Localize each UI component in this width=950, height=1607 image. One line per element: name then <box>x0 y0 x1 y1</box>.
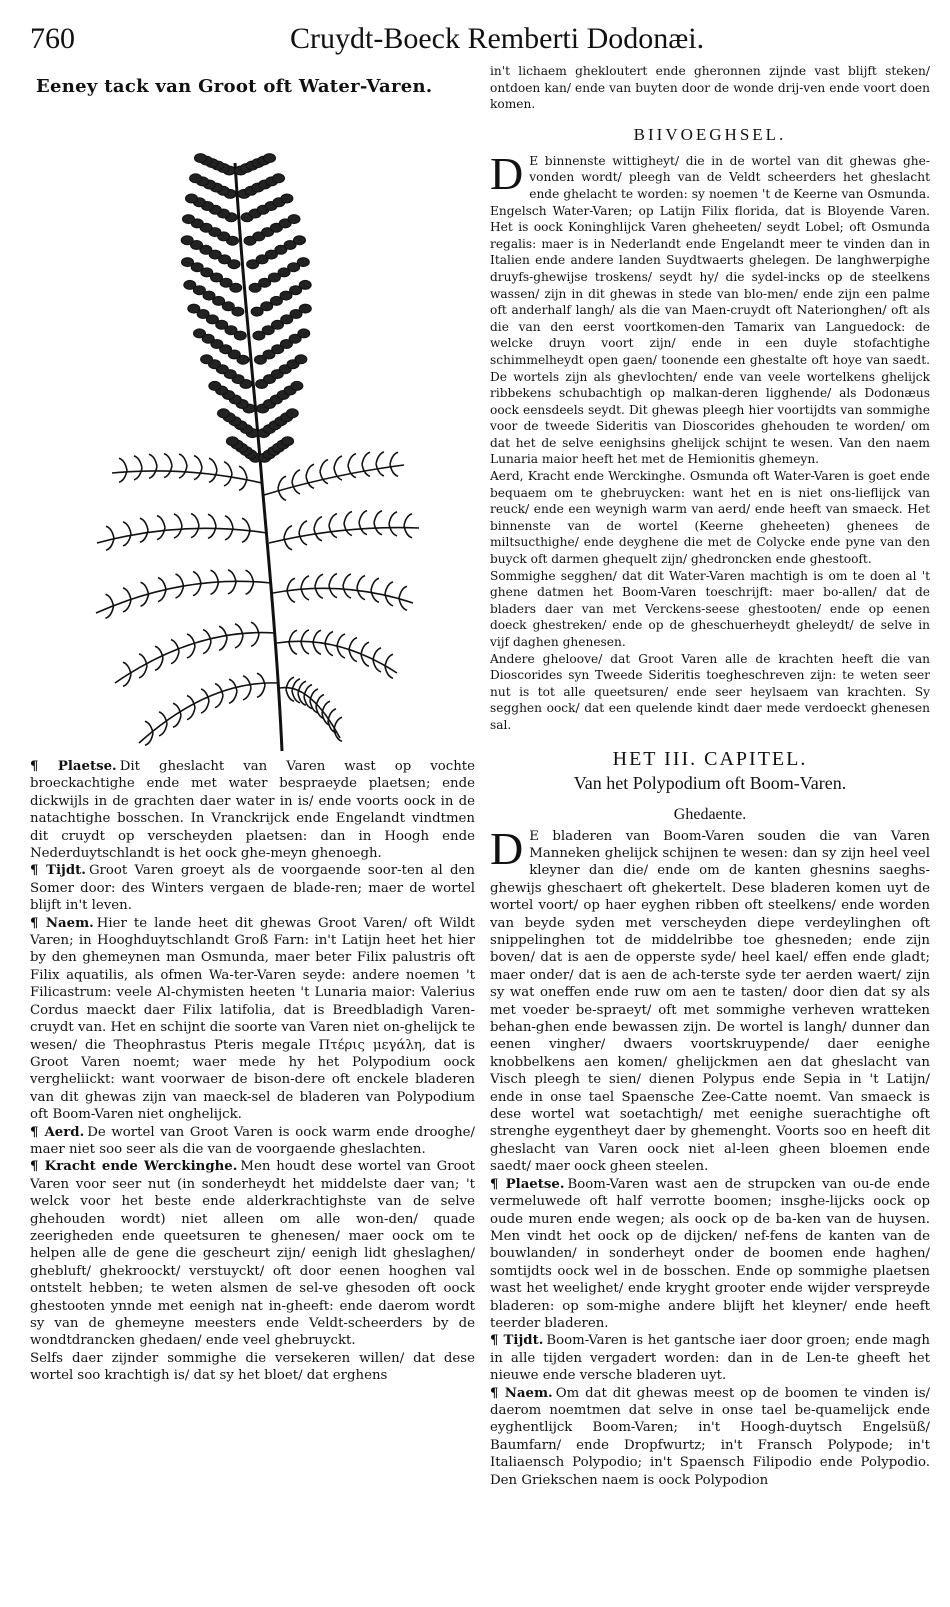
leaflet <box>191 526 199 538</box>
leaflet <box>157 528 165 540</box>
leaflet <box>225 516 233 528</box>
paragraph-text: Boom-Varen is het gantsche iaer door groen; ende magh in alle tijden vergadert worden: dan in de Len-te gheeft het nieuwe ende versche bladeren uyt. <box>490 1333 930 1384</box>
leaflet <box>348 454 356 466</box>
leaflet <box>348 466 356 478</box>
dropcap-initial: D <box>490 822 524 874</box>
leaflet <box>141 582 149 594</box>
leaflet <box>313 630 321 642</box>
leaflet <box>134 456 142 468</box>
fertile-sorus <box>273 174 285 183</box>
leaflet <box>201 701 209 713</box>
leaflet <box>139 654 147 666</box>
leaflet <box>299 521 307 533</box>
leaflet <box>373 648 381 660</box>
leaflet <box>316 695 324 707</box>
leaflet <box>191 514 199 526</box>
leaflet <box>228 582 236 594</box>
leaflet <box>208 514 216 526</box>
fertile-sorus <box>201 355 213 364</box>
leaflet <box>304 685 312 697</box>
leaflet <box>287 590 295 602</box>
bijvoeghsel-paragraph <box>490 651 930 734</box>
fertile-sorus <box>209 381 221 390</box>
leaflet <box>301 576 309 588</box>
fertile-sorus <box>286 409 298 418</box>
leaflet <box>329 514 337 526</box>
leaflet <box>320 460 328 472</box>
leaflet <box>157 516 165 528</box>
leaflet <box>239 478 247 490</box>
chapter-subtitle: Van het Polypodium oft Boom-Varen. <box>573 772 847 793</box>
leaflet <box>374 523 382 535</box>
fertile-sorus <box>186 194 198 203</box>
leaflet <box>173 715 181 727</box>
frond-rachis <box>97 528 267 543</box>
fertile-sorus <box>294 236 306 245</box>
leaflet <box>334 717 342 729</box>
leaflet <box>243 688 251 700</box>
leaflet <box>334 468 342 480</box>
leaflet <box>123 588 131 600</box>
bijvoeghsel-paragraph <box>490 147 930 468</box>
leaflet <box>176 574 184 586</box>
leaflet <box>329 574 337 586</box>
fertile-sorus <box>181 236 193 245</box>
figure-title: Eeney tack van Groot oft Water-Varen. <box>36 76 433 97</box>
leaflet <box>334 456 342 468</box>
left-paragraph <box>30 758 475 862</box>
frond-rachis <box>115 633 275 683</box>
left-paragraphs <box>30 758 475 1385</box>
leaflet <box>211 582 219 594</box>
fertile-sorus <box>264 154 276 163</box>
paragraph-marker: ¶ Aerd. <box>30 1124 85 1140</box>
leaflet <box>203 642 211 654</box>
paragraph-text: Andere gheloove/ dat Groot Varen alle de krachten heeft die van Dioscorides syn Tweede Sideritis toegheschreven zijn: te weten seer nut is tot alle queetsuren/ ende seer heylsaem van krachten. Sy segghen oock/ dat een quelende kindt daer mede verdoeckt ghenesen sal. <box>490 651 930 732</box>
subhead-ghedaente: Ghedaente. <box>673 805 747 823</box>
paragraph-text: Om dat dit ghewas meest op de boomen te vinden is/ daerom noemtmen dat selve in onse tael be-quamelijck ende eyghentlijck Boom-Varen; in't Hoogh-duytsch Engelsüß/ Baumfarn/ ende Dropfwurtz; in't Fransch Polypode; in't Italiaensch Polypodio; in't Spaensch Filipodio ende Polypodio. Den Griekschen naem is oock Polypodion <box>490 1385 930 1488</box>
leaflet <box>404 514 412 526</box>
leaflet <box>301 642 309 654</box>
leaflet <box>209 470 217 482</box>
leaflet <box>313 642 321 654</box>
fertile-sorus <box>282 437 294 446</box>
leaflet <box>374 511 382 523</box>
leaflet <box>343 586 351 598</box>
leaflet <box>242 530 250 542</box>
bijvoeghsel-paragraph <box>490 468 930 568</box>
bijvoeghsel-section <box>490 147 930 734</box>
leaflet <box>399 586 407 598</box>
paragraph-marker: ¶ Naem. <box>30 915 94 931</box>
leaflet <box>359 511 367 523</box>
paragraph-marker: ¶ Tijdt. <box>490 1333 544 1349</box>
leaflet <box>371 590 379 602</box>
page-number: 760 <box>30 22 75 55</box>
left-column <box>30 72 475 1597</box>
chapter-paragraph <box>490 1176 930 1333</box>
fertile-sorus <box>281 194 293 203</box>
leaflet <box>106 526 114 538</box>
leaflet <box>385 582 393 594</box>
chapter-title: HET III. CAPITEL. <box>612 747 808 770</box>
leaflet <box>140 518 148 530</box>
fertile-sorus <box>194 329 206 338</box>
dropcap-initial: D <box>490 147 524 199</box>
leaflet <box>134 468 142 480</box>
paragraph-marker: ¶ Tijdt. <box>30 863 86 879</box>
chapter-paragraph <box>490 1332 930 1384</box>
fertile-sorus <box>195 154 207 163</box>
fern-woodcut-icon <box>30 103 475 758</box>
fern-illustration <box>30 103 475 758</box>
leaflet <box>171 652 179 664</box>
left-paragraph <box>30 1124 475 1159</box>
leaflet <box>362 452 370 464</box>
paragraph-marker: ¶ Kracht ende Werckinghe. <box>30 1159 238 1175</box>
leaflet <box>284 526 292 538</box>
leaflet <box>215 696 223 708</box>
leaflet <box>328 709 336 721</box>
leaflet <box>390 452 398 464</box>
leaflet <box>337 634 345 646</box>
leaflet <box>357 576 365 588</box>
frond-rachis <box>112 471 262 483</box>
leaflet <box>289 642 297 654</box>
chapter-section <box>490 822 930 1489</box>
leaflet <box>322 701 330 713</box>
paragraph-text: Men houdt dese wortel van Groot Varen voor seer nut (in sonderheydt het middelste daer van; 't welck voor het beste ende alderkrachtighste van de selve ghehouden wordt) niet alleen om alle won-den/ quade zeerigheden ende queetsuren te ghenesen/ maer oock om te helpen alle de gene die gescheurt zijn/ eenigh lidt gheslaghen/ ghebluft/ ghekroockt/ verstuyckt/ oft door eenen hooghen val ontstelt hebben; te weten alsmen de sel-ve ghesoden oft oock ghestooten ynnde met eenigh nat in-gheeft: ende daerom wordt sy van de ghemeyne meesters ende Veldt-scheerders by de wondtdrancken ghedaen/ ende veel ghebruyckt. <box>30 1159 475 1349</box>
leaflet <box>229 691 237 703</box>
left-paragraph <box>30 915 475 1124</box>
bijvoeghsel-paragraph <box>490 568 930 651</box>
leaflet <box>251 634 259 646</box>
fertile-sorus <box>182 258 194 267</box>
leaflet <box>278 476 286 488</box>
paragraph-marker: ¶ Naem. <box>490 1385 553 1401</box>
leaflet <box>371 578 379 590</box>
running-title: Cruydt-Boeck Remberti Dodonæi. <box>290 22 705 55</box>
left-paragraph <box>30 862 475 914</box>
leaflet <box>289 630 297 642</box>
page-header <box>30 22 920 62</box>
leaflet <box>357 588 365 600</box>
leaflet <box>239 466 247 478</box>
leaflet <box>219 638 227 650</box>
leaflet <box>179 454 187 466</box>
leaflet <box>123 522 131 534</box>
fertile-sorus <box>299 280 311 289</box>
paragraph-text: Hier te lande heet dit ghewas Groot Varen/ oft Wildt Varen; in Hooghduytschlandt Groß Farn: in't Latijn heet het hier by den ghemeynen man Osmunda, maer beter Filix palustris oft Filix aquatilis, als ofmen Wa-ter-Varen seyde: andere noemen 't Filicastrum: veele Al-chymisten heeten 't Lunaria maior: Valerius Cordus maeckt daer Filix latifolia, dat is Breedbladigh Varen-cruydt van. Het en schijnt die soorte van Varen niet on-ghelijck te wesen/ die Theophrastus Pteris megale Πτέρις μεγάλη, dat is Groot Varen noemt; waer mede hy het Polypodium oock vergheliickt: want voorwaer de bison-dere oft enckele bladeren van dit ghewas zijn van maeck-sel de bladeren van Polypodium oft Boom-Varen niet onghelijck. <box>30 915 475 1123</box>
paragraph-text: Groot Varen groeyt als de voorgaende soor-ten al den Somer door: des Winters vergaen de blade-ren; maer de wortel blijft in't leven. <box>30 863 475 914</box>
leaflet <box>174 514 182 526</box>
leaflet <box>194 456 202 468</box>
leaflet <box>343 574 351 586</box>
fertile-sorus <box>298 329 310 338</box>
fertile-sorus <box>297 258 309 267</box>
leaflet <box>193 584 201 596</box>
fertile-sorus <box>188 304 200 313</box>
leaflet <box>187 646 195 658</box>
fertile-sorus <box>291 381 303 390</box>
leaflet <box>349 638 357 650</box>
leaflet <box>287 578 295 590</box>
right-column <box>490 63 930 1598</box>
paragraph-text: Boom-Varen wast aen de strupcken van ou-de ende vermeluwede oft half verrotte boomen; insghe-lijcks oock op oude muren ende wegen; als oock op de ba-ken van de huysen. Men vindt het oock op de dijcken/ nef-fens de kanten van de bouwlanden/ in sonderheyt onder de boomen ende haghen/ somtijdts oock wel in de bosschen. Ende op sommighe plaetsen wast het weelighet/ ende kryght grooter ende wijder verspreyde bladeren: op som-mighe andere blijft het kleyner/ ende heeft teerder bladeren. <box>490 1176 930 1331</box>
intro-paragraph: in't lichaem ghekloutert ende gheronnen zijnde vast blijft steken/ ontdoen kan/ ende van buyten door de wonde drij-ven ende voort doen komen. <box>490 64 930 112</box>
paragraph-text: Dit gheslacht van Varen wast op vochte broeckachtighe ende met water bespraeyde plaetsen; ende dickwijls in de grachten daer water in is/ ende voorts oock in de natachtighe bosschen. In Vranckrijck ende Engelandt vindtmen dit cruydt op verscheyden plaetsen: dan in Hoogh ende Nederduytschlandt is het oock ghe-meyn ghenoegh. <box>30 759 475 862</box>
leaflet <box>149 454 157 466</box>
paragraph-text: Aerd, Kracht ende Werckinghe. Osmunda oft Water-Varen is goet ende bequaem om te ghebruycken: want het en is niet ons-lieflijck van reuck/ ende een weynigh warm van aerd/ ende heeft van smaeck. Het binnenste van de wortel (Keerne gheheeten) ghenees de miltsucthighe/ ende deyghene die met de Colycke ende pyne van den buyck oft darmen ghequelt zijn/ ghedroncken ende ghestooft. <box>490 469 930 567</box>
paragraph-text: Selfs daer zijnder sommighe die versekeren willen/ dat dese wortel soo krachtigh is/ dat sy het bloet/ dat erghens <box>30 1350 475 1384</box>
chapter-paragraph <box>490 822 930 1176</box>
paragraph-text: Sommighe segghen/ dat dit Water-Varen machtigh is om te doen al 't ghene datmen het Boom-Varen toeschrijft: maer bo-allen/ dat de bladers daer van met Verckens-seese ghestooten/ ende op eenen doeck ghestreken/ ende op de gheschuerheydt gheleydt/ de selve in vijf daghen ghenesen. <box>490 568 930 649</box>
leaflet <box>155 658 163 670</box>
leaflet <box>164 454 172 466</box>
fertile-sorus <box>288 215 300 224</box>
fertile-sorus <box>295 355 307 364</box>
leaflet <box>158 578 166 590</box>
fertile-sorus <box>184 280 196 289</box>
leaflet <box>209 458 217 470</box>
paragraph-text: E binnenste wittigheyt/ die in de wortel van dit ghewas ghe-vonden wordt/ pleegh van de Veldt scheerders het gheslacht ende ghelacht te worden: sy noemen 't de Keerne van Osmunda. Engelsch Water-Varen; op Latijn Filix florida, dat is Bloyende Varen. Het is oock Koninghlijck Varen gheheeten/ seydt Lobel; oft Osmunda regalis: maer is in Nederlandt ende Engelandt meer te vinden dan in Italien ende andere landen Suydtwaerts ghelegen. De langhwerpighe druyfs-ghewijse troskens/ seydt hy/ die sydel-incks op de steelkens wassen/ zijn in dit ghewas in stede van blo-men/ ende zijn een palme oft anderhalf langh/ als die van Maen-cruydt oft Naterionghen/ oft als die van den eerst voortkomen-den Tamarix van Languedock: de welcke druyn voort zijn/ ende in een duyle stofachtighe schimmelheydt open gaen/ toonende een ghestalte oft hoye van saedt. De wortels zijn als ghevlochten/ ende van veele wortelkens ghelijck ribbekens schubachtigh op malkan-deren ligghende/ als Dodonæus oock eensdeels seydt. Dit ghewas pleegh hier voortijdts van sommighe voor de tweede Sideritis van Dioscorides ghehouden te worden/ om dat het de selve eenighsins ghelijck schijnt te wesen. Van den naem Lunaria maior heeft het met de Hemionitis ghemeyn. <box>490 153 930 467</box>
leaflet <box>228 570 236 582</box>
leaflet <box>314 529 322 541</box>
leaflet <box>119 458 127 470</box>
fertile-sorus <box>299 304 311 313</box>
leaflet <box>211 570 219 582</box>
leaflet <box>385 654 393 666</box>
section-title: BIIVOEGHSEL. <box>633 124 787 144</box>
fertile-sorus <box>183 215 195 224</box>
left-paragraph <box>30 1350 475 1385</box>
leaflet <box>389 512 397 524</box>
leaflet <box>315 574 323 586</box>
leaflet <box>306 464 314 476</box>
leaflet <box>106 594 114 606</box>
leaflet <box>140 530 148 542</box>
leaflet <box>193 572 201 584</box>
leaflet <box>145 721 153 733</box>
leaflet <box>235 636 243 648</box>
leaflet <box>187 708 195 720</box>
fertile-sorus <box>226 437 238 446</box>
leaflet <box>292 482 300 494</box>
fertile-sorus <box>190 174 202 183</box>
paragraph-text: E bladeren van Boom-Varen souden die van Varen Manneken ghelijck schijnen te wesen: dan sy zijn heel veel kleyner dan die/ ende om de kanten ghesnins saeghs-ghewijs gheschaert oft ghekertelt. Dese bladeren komen uyt de wortel voort/ op haer eyghen ribben oft steelkens/ ende worden van beyde syden met verscheyden diepe verdeylinghen oft snippelinghen tot de middelribbe toe ghesneden; ende zijn boven/ dat is aen de opperste syde/ heel kael/ effen ende gladt; maer onder/ dat is aen de ach-terste syde ter aerden waert/ zijn sy wat oneffen ende ruw om aen te tasten/ door dien dat sy als met voeder be-spraeyt/ oft met sommighe verheven wratteken behan-ghen ende bewassen zijn. De wortel is langh/ dunner dan eenen vingher/ dwaers voortskruypende/ daer eenighe knobbelkens aen komen/ ghelijckmen aen dat gheslacht van Visch pleegh te sien/ dienen Polypus ende Sepia in 't Latijn/ ende in onse tael Spaensche Zee-Catte noemt. Van smaeck is dese wortel wat soetachtigh/ met eenighe suerachtighe oft strenghe eygentheyt daer by ghemenght. Voorts soo en heeft dit gheslacht van Varen oock niet al-leen gheen bloemen ende saedt/ maer oock gheen steelen. <box>490 828 930 1175</box>
leaflet <box>149 466 157 478</box>
leaflet <box>329 586 337 598</box>
leaflet <box>310 689 318 701</box>
left-paragraph <box>30 1158 475 1349</box>
leaflet <box>257 685 265 697</box>
leaflet <box>301 630 309 642</box>
leaflet <box>314 517 322 529</box>
chapter-paragraph <box>490 1385 930 1489</box>
leaflet <box>174 526 182 538</box>
leaflet <box>361 642 369 654</box>
leaflet <box>224 462 232 474</box>
leaflet <box>376 452 384 464</box>
frond-rachis <box>273 588 413 603</box>
fertile-sorus <box>218 409 230 418</box>
paragraph-marker: ¶ Plaetse. <box>30 759 117 774</box>
leaflet <box>389 524 397 536</box>
leaflet <box>246 582 254 594</box>
paragraph-text: De wortel van Groot Varen is oock warm ende drooghe/ maer niet soo seer als die van de voorgaende gheslachten. <box>30 1124 475 1157</box>
leaflet <box>344 512 352 524</box>
leaflet <box>376 464 384 476</box>
leaflet <box>123 662 131 674</box>
leaflet <box>325 632 333 644</box>
leaflet <box>284 538 292 550</box>
leaflet <box>320 472 328 484</box>
leaflet <box>246 570 254 582</box>
paragraph-marker: ¶ Plaetse. <box>490 1176 565 1192</box>
leaflet <box>159 712 167 724</box>
leaflet <box>292 470 300 482</box>
leaflet <box>242 518 250 530</box>
